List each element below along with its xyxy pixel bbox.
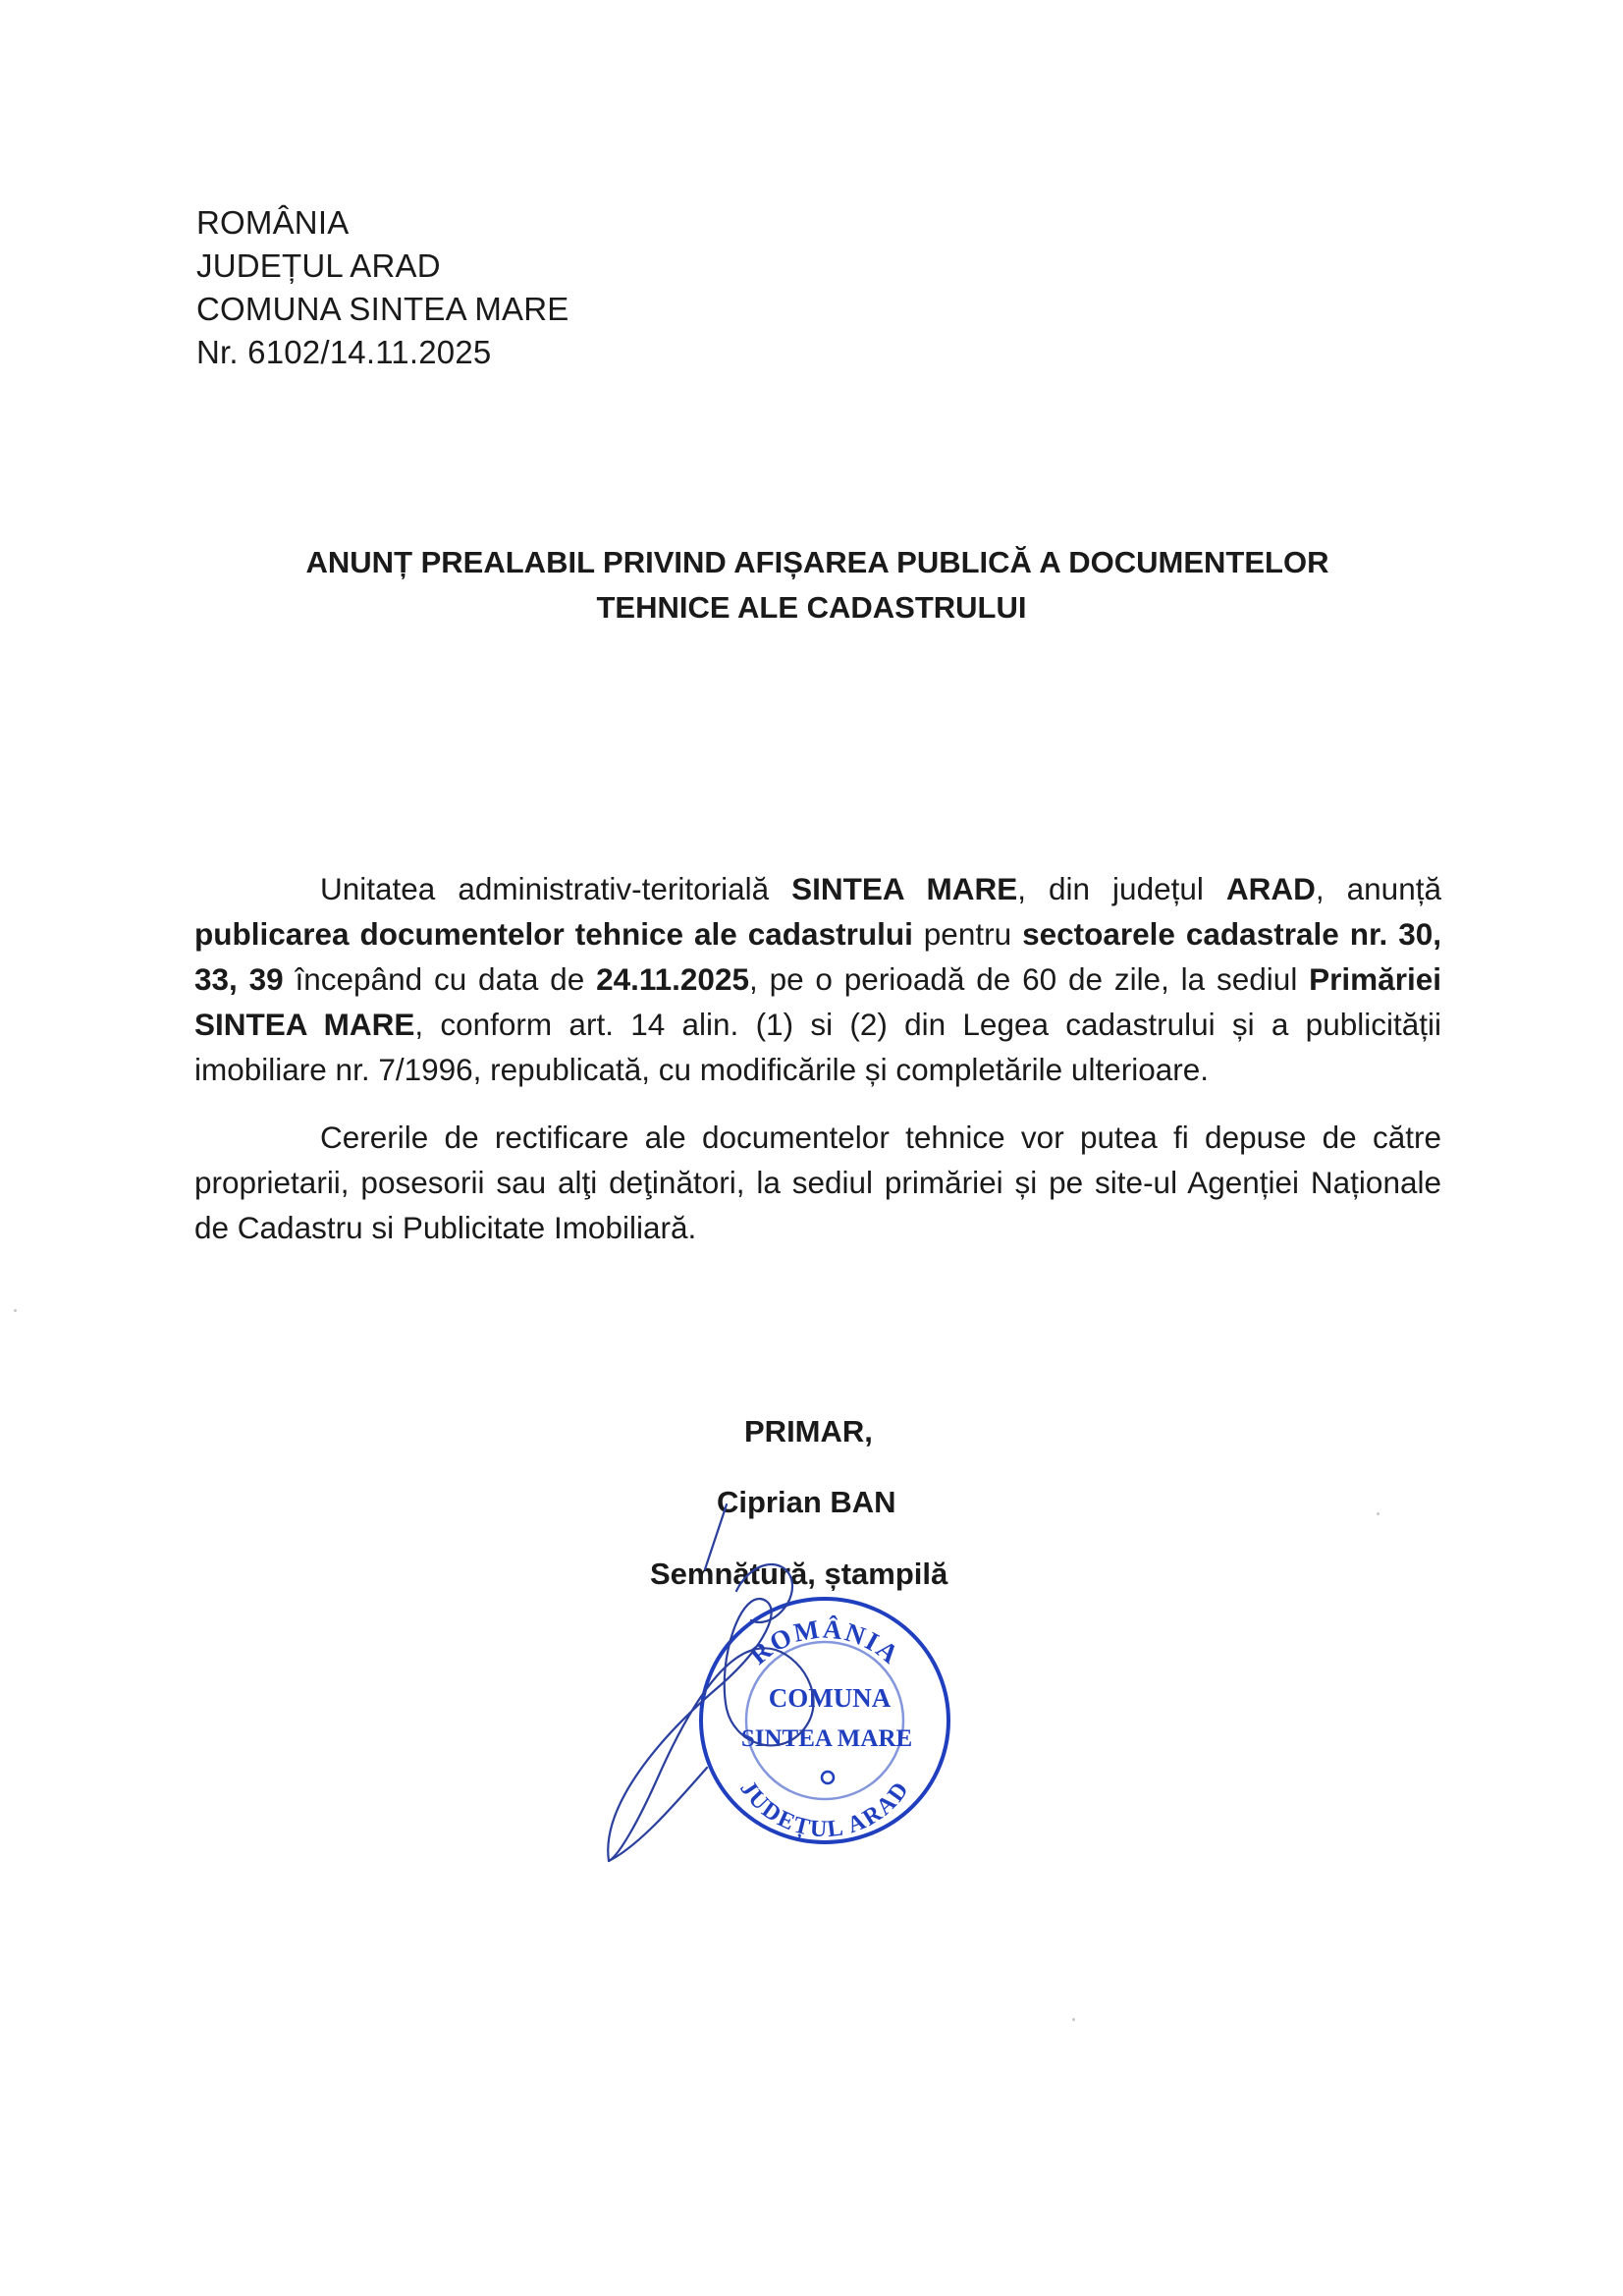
handwritten-signature: [579, 1483, 933, 1876]
signatory-role: PRIMAR,: [744, 1414, 873, 1449]
p1-text-6: , pe o perioadă de 60 de zile, la sediul: [748, 961, 1310, 997]
p1-bold-uat: SINTEA MARE: [791, 871, 1018, 906]
signatory-name: Ciprian BAN: [717, 1485, 896, 1519]
document-title: [0, 540, 1623, 630]
p1-text-3: , anunță: [1315, 871, 1441, 906]
p1-text-4: pentru: [912, 916, 1023, 952]
p1-bold-townhall: Primăriei SINTEA MARE: [194, 961, 1441, 1042]
rectification-paragraph: [194, 1115, 1441, 1250]
p1-text-5: începând cu data de: [283, 961, 597, 997]
p1-bold-date: 24.11.2025: [596, 961, 749, 997]
title-line-2: TEHNICE ALE CADASTRULUI: [596, 590, 1027, 625]
issuer-header: [196, 201, 569, 374]
p1-text-7: , conform art. 14 alin. (1) si (2) din Legea cadastrului și a publicității imobiliare nr. 7/1996, republicată, cu modificările și completările ulterioare.: [194, 1007, 1441, 1087]
p1-bold-sectors: sectoarele cadastrale nr. 30, 33, 39: [194, 916, 1441, 997]
registration-number: Nr. 6102/14.11.2025: [196, 334, 492, 370]
stamp-line-1: COMUNA: [768, 1683, 892, 1713]
scan-speck: [14, 1309, 17, 1312]
p1-bold-publication: publicarea documentelor tehnice ale cadastrului: [194, 916, 913, 952]
country-line: ROMÂNIA: [196, 204, 350, 241]
title-line-1: ANUNȚ PREALABIL PRIVIND AFIȘAREA PUBLICĂ A DOCUMENTELOR: [305, 545, 1329, 579]
announcement-paragraph: [194, 866, 1441, 1092]
p2-text: Cererile de rectificare ale documentelor tehnice vor putea fi depuse de către proprietarii, posesorii sau alţi deţinători, la sediul primăriei și pe site-ul Agenției Naționale de Cadastru si Publicitate Imobiliară.: [194, 1120, 1441, 1245]
scan-speck: [1377, 1512, 1380, 1515]
stamp-bottom-text: JUDEȚUL ARAD: [734, 1776, 915, 1843]
p1-bold-county: ARAD: [1225, 871, 1316, 906]
county-line: JUDEȚUL ARAD: [196, 247, 441, 284]
p1-text-1: Unitatea administrativ-teritorială: [320, 871, 792, 906]
p1-text-2: , din județul: [1017, 871, 1226, 906]
scan-speck: [1072, 2018, 1075, 2021]
stamp-line-2: SINTEA MARE: [740, 1725, 913, 1752]
signature-stamp-label: Semnătură, ștampilă: [650, 1557, 948, 1591]
commune-line: COMUNA SINTEA MARE: [196, 291, 569, 327]
stamp-top-text: ROMÂNIA: [743, 1613, 906, 1670]
